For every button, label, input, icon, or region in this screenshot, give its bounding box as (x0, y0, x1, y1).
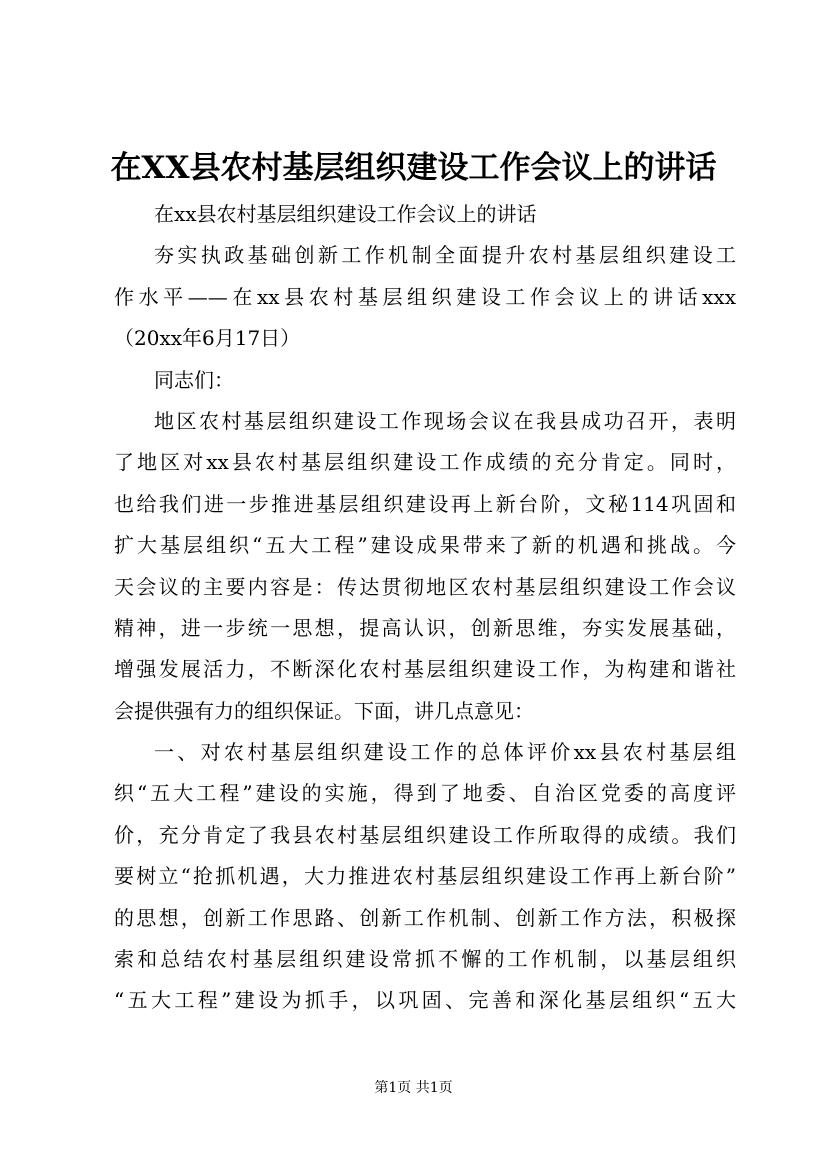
text-line: 会提供强有力的组织保证。下面，讲几点意见： (114, 698, 534, 723)
subtitle-line: 在xx县农村基层组织建设工作会议上的讲话 (154, 202, 537, 226)
text-line: 天会议的主要内容是：传达贯彻地区农村基层组织建设工作会议 (114, 574, 736, 599)
text-line: 作水平——在xx县农村基层组织建设工作会议上的讲话xxx (114, 284, 736, 309)
document-body (114, 194, 736, 1022)
text-line: 夯实执政基础创新工作机制全面提升农村基层组织建设工 (154, 243, 736, 268)
document-title: 在XX县农村基层组织建设工作会议上的讲话 (110, 150, 717, 186)
text-line: 也给我们进一步推进基层组织建设再上新台阶，文秘114巩固和 (114, 491, 736, 516)
text-line: 织“五大工程”建设的实施，得到了地委、自治区党委的高度评 (114, 781, 736, 806)
salutation-line: 同志们： (154, 367, 234, 392)
text-line: 增强发展活力，不断深化农村基层组织建设工作，为构建和谐社 (114, 657, 736, 682)
text-line: 索和总结农村基层组织建设常抓不懈的工作机制，以基层组织 (114, 947, 736, 972)
text-line: 价，充分肯定了我县农村基层组织建设工作所取得的成绩。我们 (114, 822, 736, 847)
text-line: 精神，进一步统一思想，提高认识，创新思维，夯实发展基础， (114, 615, 736, 640)
text-line: 的思想，创新工作思路、创新工作机制、创新工作方法，积极探 (114, 905, 736, 930)
text-line: 一、对农村基层组织建设工作的总体评价xx县农村基层组 (154, 740, 736, 765)
date-line: （20xx年6月17日） (114, 326, 301, 351)
text-line: “五大工程”建设为抓手，以巩固、完善和深化基层组织“五大 (114, 988, 736, 1013)
text-line: 地区农村基层组织建设工作现场会议在我县成功召开，表明 (154, 408, 736, 433)
text-line: 要树立“抢抓机遇，大力推进农村基层组织建设工作再上新台阶” (114, 864, 736, 889)
page-footer: 第1页 共1页 (374, 1080, 453, 1096)
text-line: 了地区对xx县农村基层组织建设工作成绩的充分肯定。同时， (114, 450, 736, 475)
text-line: 扩大基层组织“五大工程”建设成果带来了新的机遇和挑战。今 (114, 533, 736, 558)
